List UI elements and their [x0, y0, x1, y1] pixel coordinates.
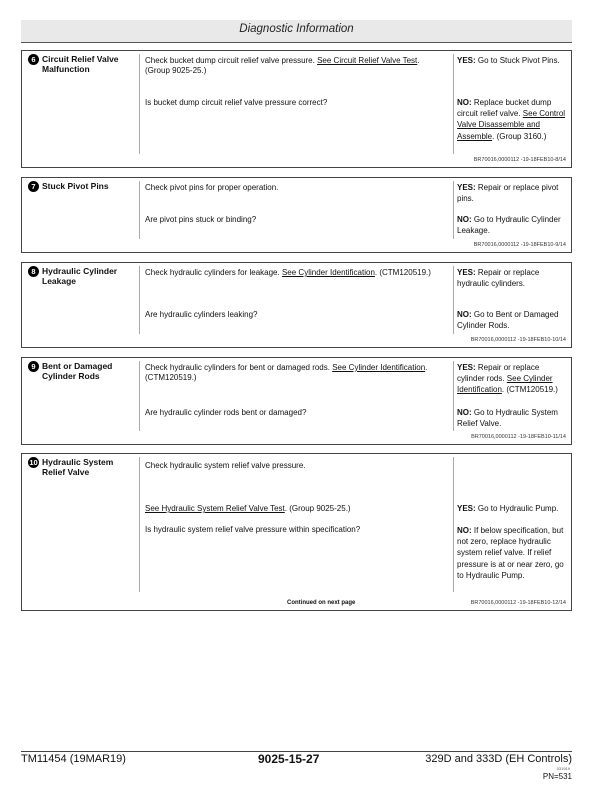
step-heading — [22, 358, 140, 381]
step-heading — [22, 454, 140, 477]
reference-code: BR70016,0000112 -19-18FEB10-10/14 — [470, 337, 566, 343]
diagnostic-step-6 — [21, 50, 572, 168]
yes-text: Go to Hydraulic Pump. — [477, 504, 559, 513]
no-result — [457, 214, 567, 236]
step-number-badge: 7 — [28, 181, 39, 192]
no-text: If below specification, but not zero, replace hydraulic system relief valve. If relief pressure is at or near zero, go to Hydraulic Pump. — [457, 526, 564, 580]
no-label: NO: — [457, 98, 472, 107]
cylinder-identification-link[interactable]: See Cylinder Identification — [457, 374, 553, 395]
step-heading — [22, 263, 140, 286]
diagnostic-step-10 — [21, 453, 572, 611]
check-question: Is hydraulic system relief valve pressure within specification? — [145, 525, 361, 534]
step-number-badge: 6 — [28, 54, 39, 65]
cylinder-identification-link[interactable]: See Cylinder Identification — [332, 363, 426, 372]
no-label: NO: — [457, 408, 472, 417]
check-question: Are hydraulic cylinders leaking? — [145, 310, 258, 319]
yes-text: Repair or replace pivot pins. — [457, 183, 559, 204]
page-header — [21, 20, 572, 43]
reference-code: BR70016,0000112 -19-18FEB10-9/14 — [473, 242, 566, 248]
no-label: NO: — [457, 310, 472, 319]
step-title: Circuit Relief Valve Malfunction — [42, 54, 119, 74]
step-title: Stuck Pivot Pins — [42, 181, 109, 191]
instruction-text: Check hydraulic cylinders for bent or damaged rods. — [145, 363, 333, 372]
column-divider — [139, 457, 140, 592]
no-text: Go to Bent or Damaged Cylinder Rods. — [457, 310, 559, 331]
check-question: Is bucket dump circuit relief valve pressure correct? — [145, 98, 328, 107]
diagnostic-step-7 — [21, 177, 572, 253]
step-title: Bent or Damaged Cylinder Rods — [42, 361, 113, 381]
diagnostic-step-8 — [21, 262, 572, 348]
check-instruction — [145, 56, 445, 76]
reference-code: BR70016,0000112 -19-18FEB10-11/14 — [471, 434, 566, 440]
column-divider — [139, 361, 140, 431]
check-question: Are pivot pins stuck or binding? — [145, 215, 257, 224]
instruction-text: Check hydraulic cylinders for leakage. — [145, 268, 282, 277]
yes-result — [457, 503, 567, 514]
control-valve-disassemble-link[interactable]: See Control Valve Disassemble and Assemble — [457, 109, 566, 141]
column-divider — [453, 54, 454, 154]
yes-text: Go to Stuck Pivot Pins. — [477, 56, 560, 65]
step-number-badge: 10 — [29, 458, 38, 467]
no-text: Replace bucket dump circuit relief valve. — [457, 98, 552, 119]
footer-pn: PN=531 — [542, 772, 572, 781]
footer-model: 329D and 333D (EH Controls) — [425, 753, 572, 765]
no-label: NO: — [457, 215, 472, 224]
no-result — [457, 309, 567, 331]
no-result — [457, 97, 567, 142]
yes-result — [457, 182, 567, 204]
column-divider — [453, 181, 454, 239]
check-instruction — [145, 268, 445, 278]
column-divider — [453, 361, 454, 431]
check-question: Are hydraulic cylinder rods bent or damaged? — [145, 408, 307, 417]
yes-label: YES: — [457, 363, 476, 372]
instruction-text: . (Group 9025-25.) — [145, 56, 420, 75]
diagnostic-step-9 — [21, 357, 572, 445]
footer-page-number: 9025-15-27 — [258, 752, 320, 766]
footer-doc-id: TM11454 (19MAR19) — [21, 753, 126, 765]
column-divider — [139, 266, 140, 334]
check-instruction — [145, 363, 445, 383]
yes-result — [457, 362, 567, 396]
check-instruction-test — [145, 504, 445, 514]
reference-code: BR70016,0000112 -19-18FEB10-8/14 — [473, 157, 566, 163]
step-number-badge: 8 — [28, 266, 39, 277]
check-instruction: Check pivot pins for proper operation. — [145, 183, 279, 192]
column-divider — [139, 181, 140, 239]
hydraulic-relief-valve-test-link[interactable]: See Hydraulic System Relief Valve Test — [145, 504, 285, 513]
reference-code: BR70016,0000112 -19-18FEB10-12/14 — [470, 600, 566, 606]
step-title: Hydraulic System Relief Valve — [42, 457, 114, 477]
no-result — [457, 525, 567, 581]
step-heading — [22, 51, 140, 74]
circuit-relief-valve-test-link[interactable]: See Circuit Relief Valve Test — [317, 56, 418, 65]
yes-result — [457, 267, 567, 289]
yes-text: Repair or replace cylinder rods. — [457, 363, 540, 384]
instruction-text: . (CTM120519.) — [145, 363, 428, 382]
instruction-text: . (CTM120519.) — [374, 268, 431, 277]
no-text: . (Group 3160.) — [492, 131, 547, 141]
no-text: Go to Hydraulic System Relief Valve. — [457, 408, 558, 429]
yes-result — [457, 55, 567, 66]
no-result — [457, 407, 567, 429]
step-title: Hydraulic Cylinder Leakage — [42, 266, 118, 286]
no-text: Go to Hydraulic Cylinder Leakage. — [457, 215, 561, 236]
instruction-text: . (Group 9025-25.) — [284, 504, 351, 513]
footer-date-code: 031919 — [556, 766, 570, 771]
instruction-text: Check bucket dump circuit relief valve pressure. — [145, 56, 318, 65]
yes-label: YES: — [457, 183, 476, 192]
column-divider — [453, 457, 454, 592]
column-divider — [139, 54, 140, 154]
yes-label: YES: — [457, 56, 476, 65]
step-heading — [22, 178, 140, 192]
yes-label: YES: — [457, 268, 476, 277]
step-number-badge: 9 — [28, 361, 39, 372]
page-title: Diagnostic Information — [239, 23, 354, 35]
check-instruction: Check hydraulic system relief valve pressure. — [145, 461, 306, 470]
column-divider — [453, 266, 454, 334]
cylinder-identification-link[interactable]: See Cylinder Identification — [281, 268, 375, 277]
yes-text: . (CTM120519.) — [501, 385, 558, 395]
no-label: NO: — [457, 526, 472, 535]
yes-label: YES: — [457, 504, 476, 513]
continued-note: Continued on next page — [287, 600, 356, 606]
yes-text: Repair or replace hydraulic cylinders. — [457, 268, 540, 289]
